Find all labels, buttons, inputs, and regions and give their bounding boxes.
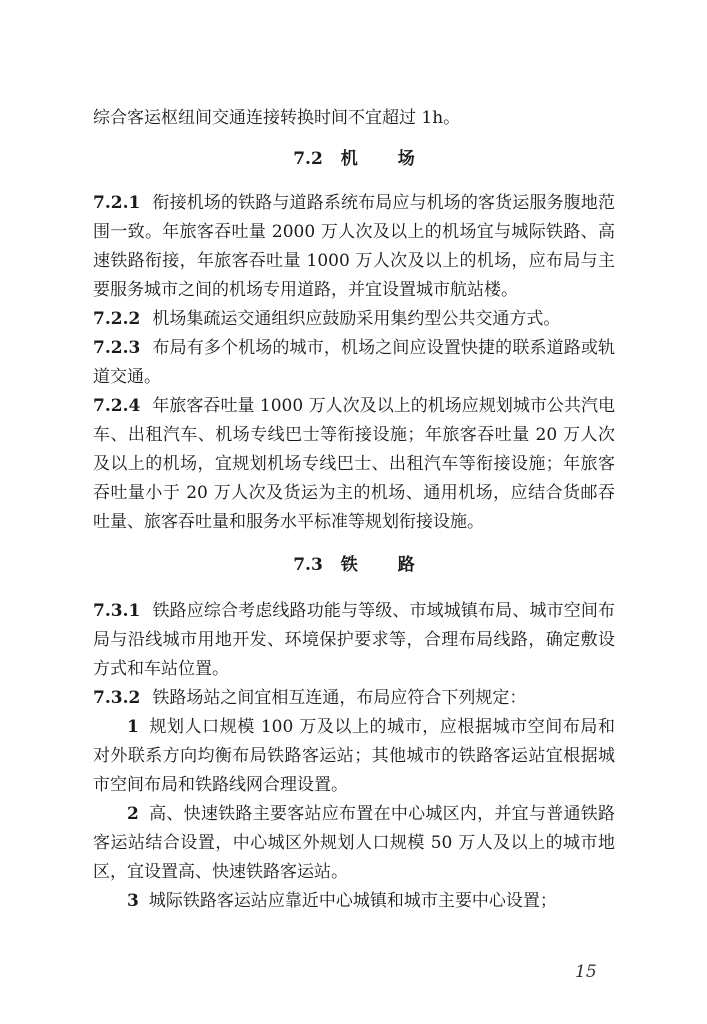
item-number: 1 <box>127 717 139 737</box>
clause-number: 7.2.2 <box>93 309 141 329</box>
clause-text: 铁路场站之间宜相互连通，布局应符合下列规定： <box>152 688 527 708</box>
section-number: 7.2 <box>293 149 323 169</box>
section-number: 7.3 <box>293 555 323 575</box>
item-text: 规划人口规模 100 万及以上的城市，应根据城市空间布局和对外联系方向均衡布局铁路客运站；其他城市的铁路客运站宜根据城市空间布局和铁路线网合理设置。 <box>93 717 615 795</box>
item-number: 2 <box>127 804 139 824</box>
page-body <box>93 104 615 916</box>
list-item-1 <box>93 713 615 800</box>
section-heading-7-3 <box>93 551 615 580</box>
item-text: 高、快速铁路主要客站应布置在中心城区内，并宜与普通铁路客运站结合设置，中心城区外规划人口规模 50 万人及以上的城市地区，宜设置高、快速铁路客运站。 <box>93 804 615 882</box>
clause-7-2-4 <box>93 392 615 537</box>
section-title-part: 铁 <box>340 555 358 575</box>
clause-7-3-1 <box>93 597 615 684</box>
clause-text: 衔接机场的铁路与道路系统布局应与机场的客货运服务腹地范围一致。年旅客吞吐量 2000 万人次及以上的机场宜与城际铁路、高速铁路衔接，年旅客吞吐量 1000 万人次及以上的机场，应布局与主要服务城市之间的机场专用道路，并宜设置城市航站楼。 <box>93 193 615 300</box>
section-heading-7-2 <box>93 145 615 174</box>
clause-7-2-3 <box>93 334 615 392</box>
clause-number: 7.2.1 <box>93 193 141 213</box>
clause-number: 7.2.3 <box>93 338 141 358</box>
list-item-3 <box>93 887 615 916</box>
clause-text: 机场集疏运交通组织应鼓励采用集约型公共交通方式。 <box>152 309 561 329</box>
page-number: 15 <box>575 962 597 982</box>
item-text: 城际铁路客运站应靠近中心城镇和城市主要中心设置； <box>148 891 557 911</box>
section-title-part: 机 <box>340 149 358 169</box>
clause-text: 布局有多个机场的城市，机场之间应设置快捷的联系道路或轨道交通。 <box>93 338 615 387</box>
clause-7-2-2 <box>93 305 615 334</box>
list-item-2 <box>93 800 615 887</box>
intro-line: 综合客运枢纽间交通连接转换时间不宜超过 1h。 <box>93 108 461 128</box>
clause-text: 铁路应综合考虑线路功能与等级、市域城镇布局、城市空间布局与沿线城市用地开发、环境保护要求等，合理布局线路，确定敷设方式和车站位置。 <box>93 601 615 679</box>
clause-number: 7.2.4 <box>93 396 141 416</box>
clause-7-2-1 <box>93 189 615 305</box>
clause-number: 7.3.1 <box>93 601 141 621</box>
section-title-part: 路 <box>397 555 415 575</box>
section-title-part: 场 <box>397 149 415 169</box>
clause-7-3-2 <box>93 684 615 713</box>
clause-text: 年旅客吞吐量 1000 万人次及以上的机场应规划城市公共汽电车、出租汽车、机场专线巴士等衔接设施；年旅客吞吐量 20 万人次及以上的机场，宜规划机场专线巴士、出租汽车等衔接设施；年旅客吞吐量小于 20 万人次及货运为主的机场、通用机场，应结合货邮吞吐量、旅客吞吐量和服务水平标准等规划衔接设施。 <box>93 396 615 532</box>
clause-number: 7.3.2 <box>93 688 141 708</box>
item-number: 3 <box>127 891 139 911</box>
